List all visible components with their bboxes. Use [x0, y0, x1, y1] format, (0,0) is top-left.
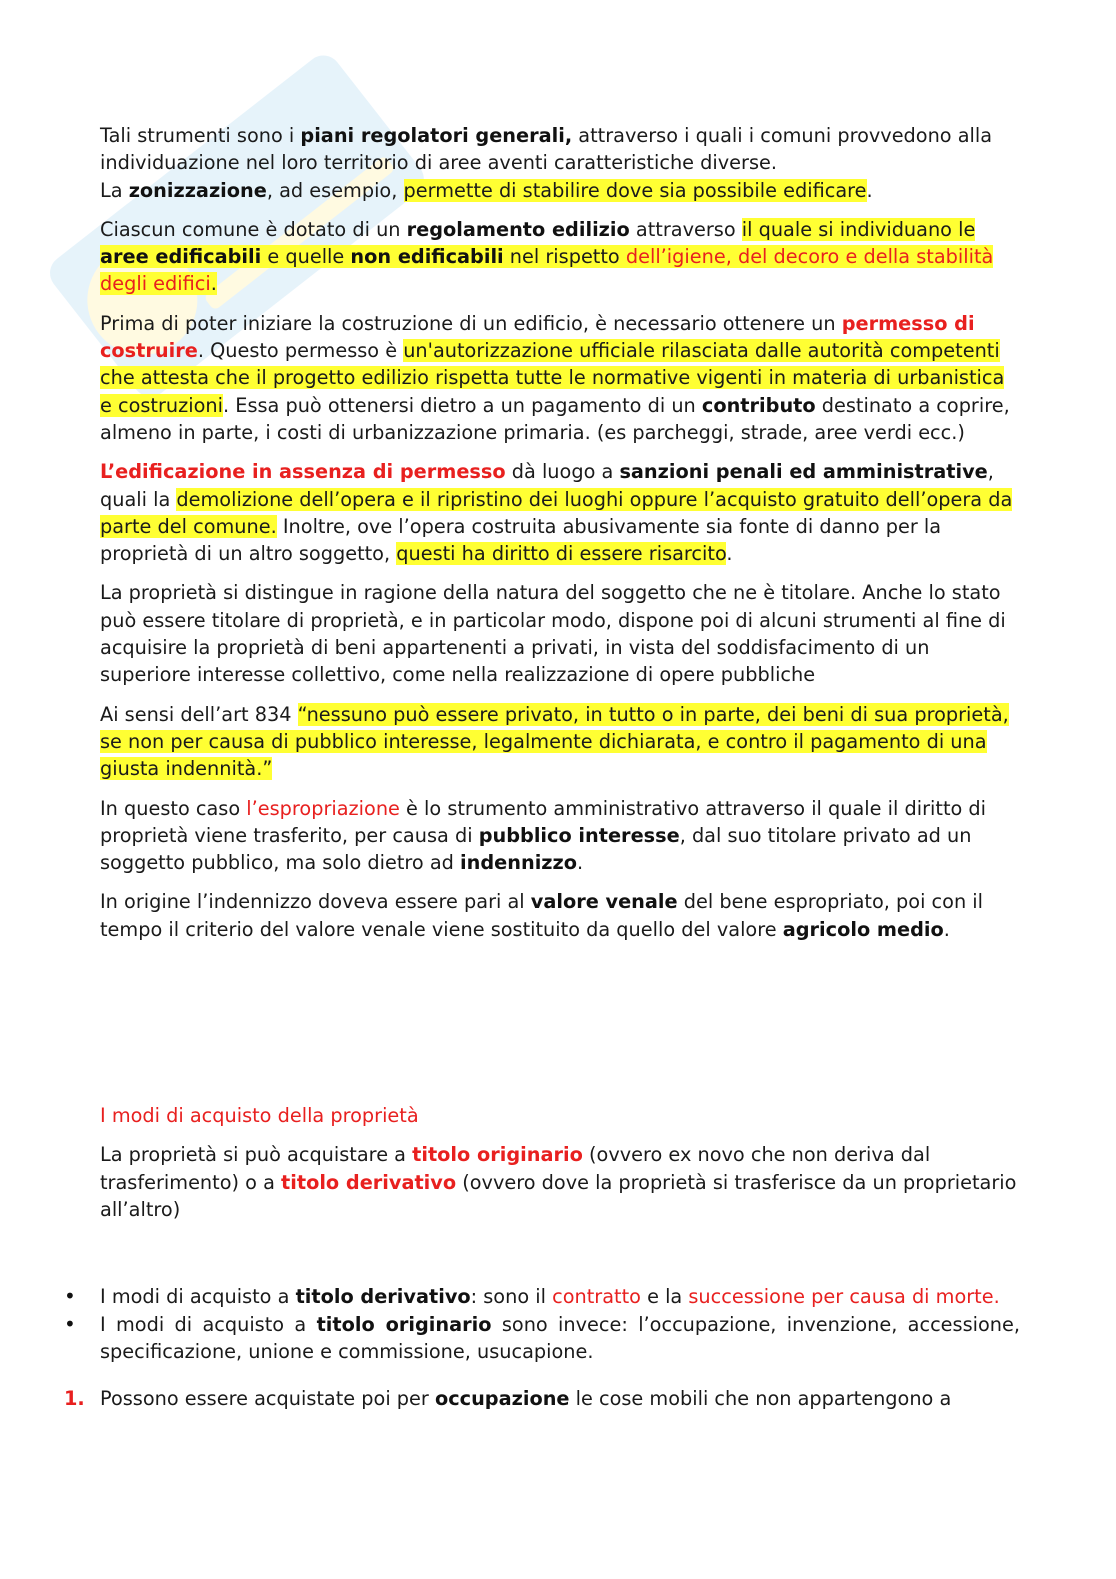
list-item: • I modi di acquisto a titolo derivativo: sono il contratto e la successione per causa di morte.: [100, 1283, 1020, 1310]
paragraph-modi-acquisto: La proprietà si può acquistare a titolo originario (ovvero ex novo che non deriva dal trasferimento) o a titolo derivativo (ovvero dove la proprietà si trasferisce da un proprietario all’altro): [100, 1143, 1017, 1221]
paragraph-indennizzo: In origine l’indennizzo doveva essere pari al valore venale del bene espropriato, poi con il tempo il criterio del valore venale viene sostituito da quello del valore agricolo medio.: [100, 890, 984, 941]
paragraph-art-834: Ai sensi dell’art 834 “nessuno può essere privato, in tutto o in parte, dei beni di sua proprietà, se non per causa di pubblico interesse, legalmente dichiarata, e contro il pagamento di una giusta indennità.”: [100, 702, 1009, 781]
paragraph-piani-regolatori: Tali strumenti sono i piani regolatori generali, attraverso i quali i comuni provvedono alla individuazione nel loro territorio di aree aventi caratteristiche diverse.: [100, 124, 993, 175]
paragraph-espropriazione: In questo caso l’espropriazione è lo strumento amministrativo attraverso il quale il diritto di proprietà viene trasferito, per causa di pubblico interesse, dal suo titolare privato ad un soggetto pubblico, ma solo dietro ad indennizzo.: [100, 796, 987, 875]
paragraph-regolamento-edilizio: Ciascun comune è dotato di un regolamento edilizio attraverso il quale si individuano le aree edificabili e quelle non edificabili nel rispetto dell’igiene, del decoro e della stabilità degli edifici.: [100, 217, 994, 296]
paragraph-zonizzazione: La zonizzazione, ad esempio, permette di stabilire dove sia possibile edificare.: [100, 178, 873, 202]
list-item: 1. Possono essere acquistate poi per occupazione le cose mobili che non appartengono a: [100, 1385, 1020, 1412]
paragraph-edificazione-abusiva: L’edificazione in assenza di permesso dà luogo a sanzioni penali ed amministrative, quali la demolizione dell’opera e il ripristino dei luoghi oppure l’acquisto gratuito dell’opera da parte del comune. Inoltre, ove l’opera costruita abusivamente sia fonte di danno per la proprietà di un altro soggetto, questi ha diritto di essere risarcito.: [100, 460, 1013, 566]
paragraph-proprieta-stato: La proprietà si distingue in ragione della natura del soggetto che ne è titolare. Anche lo stato può essere titolare di proprietà, e in particolar modo, dispone poi di alcuni strumenti al fine di acquisire la proprietà di beni appartenenti a privati, in vista del soddisfacimento di un superiore interesse collettivo, come nella realizzazione di opere pubbliche: [100, 581, 1006, 687]
list-number: 1.: [64, 1387, 85, 1411]
section-heading: I modi di acquisto della proprietà: [100, 1104, 419, 1128]
bullet-icon: •: [64, 1284, 76, 1309]
spacer: [100, 1235, 1020, 1283]
bullet-icon: •: [64, 1311, 76, 1336]
list-item: • I modi di acquisto a titolo originario sono invece: l’occupazione, invenzione, accessione, specificazione, unione e commissione, usucapione.: [64, 1311, 1020, 1363]
document-page: [64, 122, 1020, 1412]
numbered-list: [64, 1385, 1020, 1412]
paragraph-permesso-di-costruire: Prima di poter iniziare la costruzione di un edificio, è necessario ottenere un permesso di costruire. Questo permesso è un'autorizzazione ufficiale rilasciata dalle autorità competenti che attesta che il progetto edilizio rispetta tutte le normative vigenti in materia di urbanistica e costruzioni. Essa può ottenersi dietro a un pagamento di un contributo destinato a coprire, almeno in parte, i costi di urbanizzazione primaria. (es parcheggi, strade, aree verdi ecc.): [100, 311, 1010, 444]
bullet-list: [64, 1283, 1020, 1365]
